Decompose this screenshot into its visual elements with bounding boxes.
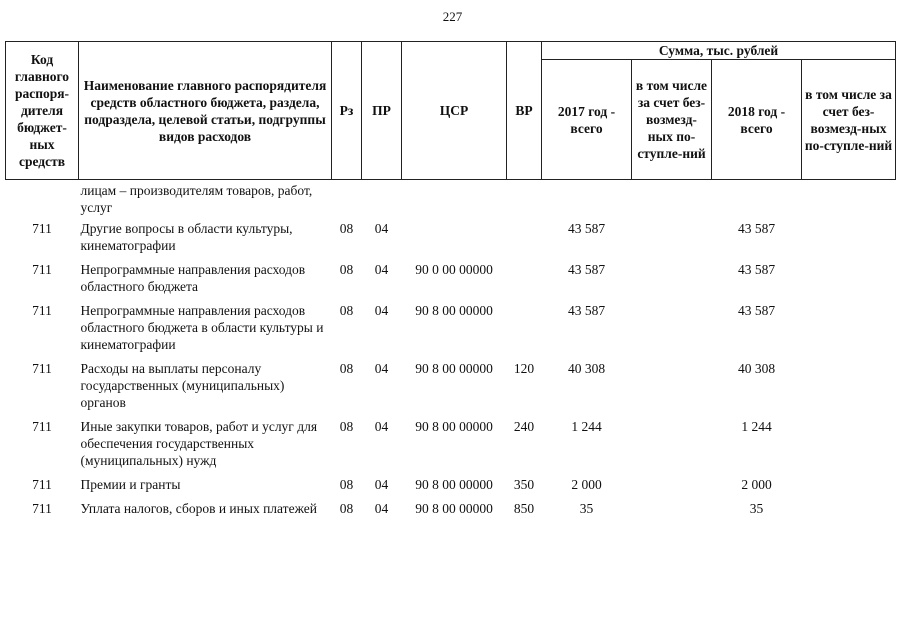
- cell-pr: 04: [374, 419, 389, 434]
- cell-pr: 04: [374, 221, 389, 236]
- cell-name: Другие вопросы в области культуры, кинематографии: [80, 221, 293, 253]
- cell-2017-total: 43 587: [567, 221, 606, 236]
- cell-2017-total: 40 308: [567, 361, 606, 376]
- cell-2018-total: 1 244: [741, 419, 772, 434]
- cell-csr: 90 8 00 00000: [415, 419, 493, 434]
- cell-vr: [507, 180, 542, 221]
- cell-rz: 08: [339, 221, 354, 236]
- table-row: [6, 220, 896, 261]
- cell-2018-grants: [802, 500, 896, 524]
- cell-vr: [507, 220, 542, 261]
- cell-rz: 08: [339, 303, 354, 318]
- cell-rz: 08: [339, 419, 354, 434]
- cell-2018-total: 35: [749, 501, 764, 516]
- header-sum-group: Сумма, тыс. рублей: [542, 42, 896, 60]
- page-number: 227: [442, 9, 463, 24]
- cell-vr: 240: [513, 419, 535, 434]
- cell-2017-grants: [632, 500, 712, 524]
- header-2017-grants: в том числе за счет без-возмезд-ных по-ступле-ний: [632, 60, 712, 180]
- cell-2018-total: 43 587: [737, 262, 776, 277]
- cell-pr: 04: [374, 262, 389, 277]
- budget-table: [5, 41, 896, 524]
- cell-rz: 08: [339, 262, 354, 277]
- header-rz: Рз: [332, 42, 362, 180]
- cell-2017-total: 43 587: [567, 262, 606, 277]
- header-pr: ПР: [362, 42, 402, 180]
- cell-2018-total: 2 000: [741, 477, 772, 492]
- cell-name: Непрограммные направления расходов областного бюджета в области культуры и кинематографии: [80, 303, 324, 352]
- cell-2018-grants: [802, 180, 896, 221]
- header-csr: ЦСР: [402, 42, 507, 180]
- cell-2017-total: 43 587: [567, 303, 606, 318]
- cell-code: 711: [32, 501, 52, 516]
- cell-code: [6, 180, 79, 221]
- cell-2017-grants: [632, 302, 712, 360]
- cell-code: 711: [32, 303, 52, 318]
- cell-csr: [402, 180, 507, 221]
- cell-pr: 04: [374, 361, 389, 376]
- cell-2018-total: 43 587: [737, 221, 776, 236]
- cell-2018-total: 43 587: [737, 303, 776, 318]
- cell-vr: 850: [513, 501, 535, 516]
- cell-rz: 08: [339, 501, 354, 516]
- cell-2018-grants: [802, 302, 896, 360]
- cell-pr: 04: [374, 303, 389, 318]
- cell-csr: 90 8 00 00000: [415, 303, 493, 318]
- cell-2017-grants: [632, 261, 712, 302]
- cell-name: Иные закупки товаров, работ и услуг для обеспечения государственных (муниципальных) нужд: [80, 419, 318, 468]
- cell-vr: [507, 302, 542, 360]
- cell-name: Расходы на выплаты персоналу государственных (муниципальных) органов: [80, 361, 285, 410]
- cell-rz: [332, 180, 362, 221]
- table-row: [6, 360, 896, 418]
- table-row: [6, 180, 896, 221]
- cell-code: 711: [32, 419, 52, 434]
- cell-2017-total: 35: [579, 501, 594, 516]
- header-2018-total: 2018 год - всего: [712, 60, 802, 180]
- cell-code: 711: [32, 477, 52, 492]
- cell-code: 711: [32, 262, 52, 277]
- cell-2017-total: [542, 180, 632, 221]
- cell-pr: 04: [374, 477, 389, 492]
- cell-2018-grants: [802, 360, 896, 418]
- cell-csr: 90 8 00 00000: [415, 501, 493, 516]
- cell-name: лицам – производителям товаров, работ, услуг: [80, 183, 313, 215]
- header-name: Наименование главного распорядителя средств областного бюджета, раздела, подраздела, целевой статьи, подгруппы видов расходов: [79, 42, 332, 180]
- cell-rz: 08: [339, 477, 354, 492]
- header-2018-grants: в том числе за счет без-возмезд-ных по-ступле-ний: [802, 60, 896, 180]
- cell-code: 711: [32, 221, 52, 236]
- cell-2017-grants: [632, 360, 712, 418]
- cell-2017-grants: [632, 220, 712, 261]
- cell-csr: 90 0 00 00000: [415, 262, 493, 277]
- table-row: [6, 261, 896, 302]
- header-code: Код главного распоря-дителя бюджет-ных средств: [6, 42, 79, 180]
- cell-pr: 04: [374, 501, 389, 516]
- cell-2017-grants: [632, 180, 712, 221]
- cell-2018-grants: [802, 220, 896, 261]
- cell-2018-total: 40 308: [737, 361, 776, 376]
- cell-code: 711: [32, 361, 52, 376]
- cell-csr: 90 8 00 00000: [415, 477, 493, 492]
- cell-rz: 08: [339, 361, 354, 376]
- table-header: [6, 42, 896, 180]
- table-row: [6, 302, 896, 360]
- cell-pr: [362, 180, 402, 221]
- cell-2017-total: 2 000: [571, 477, 602, 492]
- header-2017-total: 2017 год - всего: [542, 60, 632, 180]
- cell-2018-grants: [802, 418, 896, 476]
- table-body: [6, 180, 896, 525]
- cell-2017-grants: [632, 476, 712, 500]
- cell-2018-total: [712, 180, 802, 221]
- cell-vr: 350: [513, 477, 535, 492]
- cell-csr: 90 8 00 00000: [415, 361, 493, 376]
- table-row: [6, 476, 896, 500]
- cell-2018-grants: [802, 261, 896, 302]
- cell-2017-grants: [632, 418, 712, 476]
- cell-name: Непрограммные направления расходов областного бюджета: [80, 262, 306, 294]
- table-row: [6, 418, 896, 476]
- cell-name: Уплата налогов, сборов и иных платежей: [80, 501, 317, 516]
- cell-vr: [507, 261, 542, 302]
- cell-2017-total: 1 244: [571, 419, 602, 434]
- table-row: [6, 500, 896, 524]
- cell-vr: 120: [513, 361, 535, 376]
- cell-name: Премии и гранты: [80, 477, 181, 492]
- header-vr: ВР: [507, 42, 542, 180]
- cell-csr: [402, 220, 507, 261]
- cell-2018-grants: [802, 476, 896, 500]
